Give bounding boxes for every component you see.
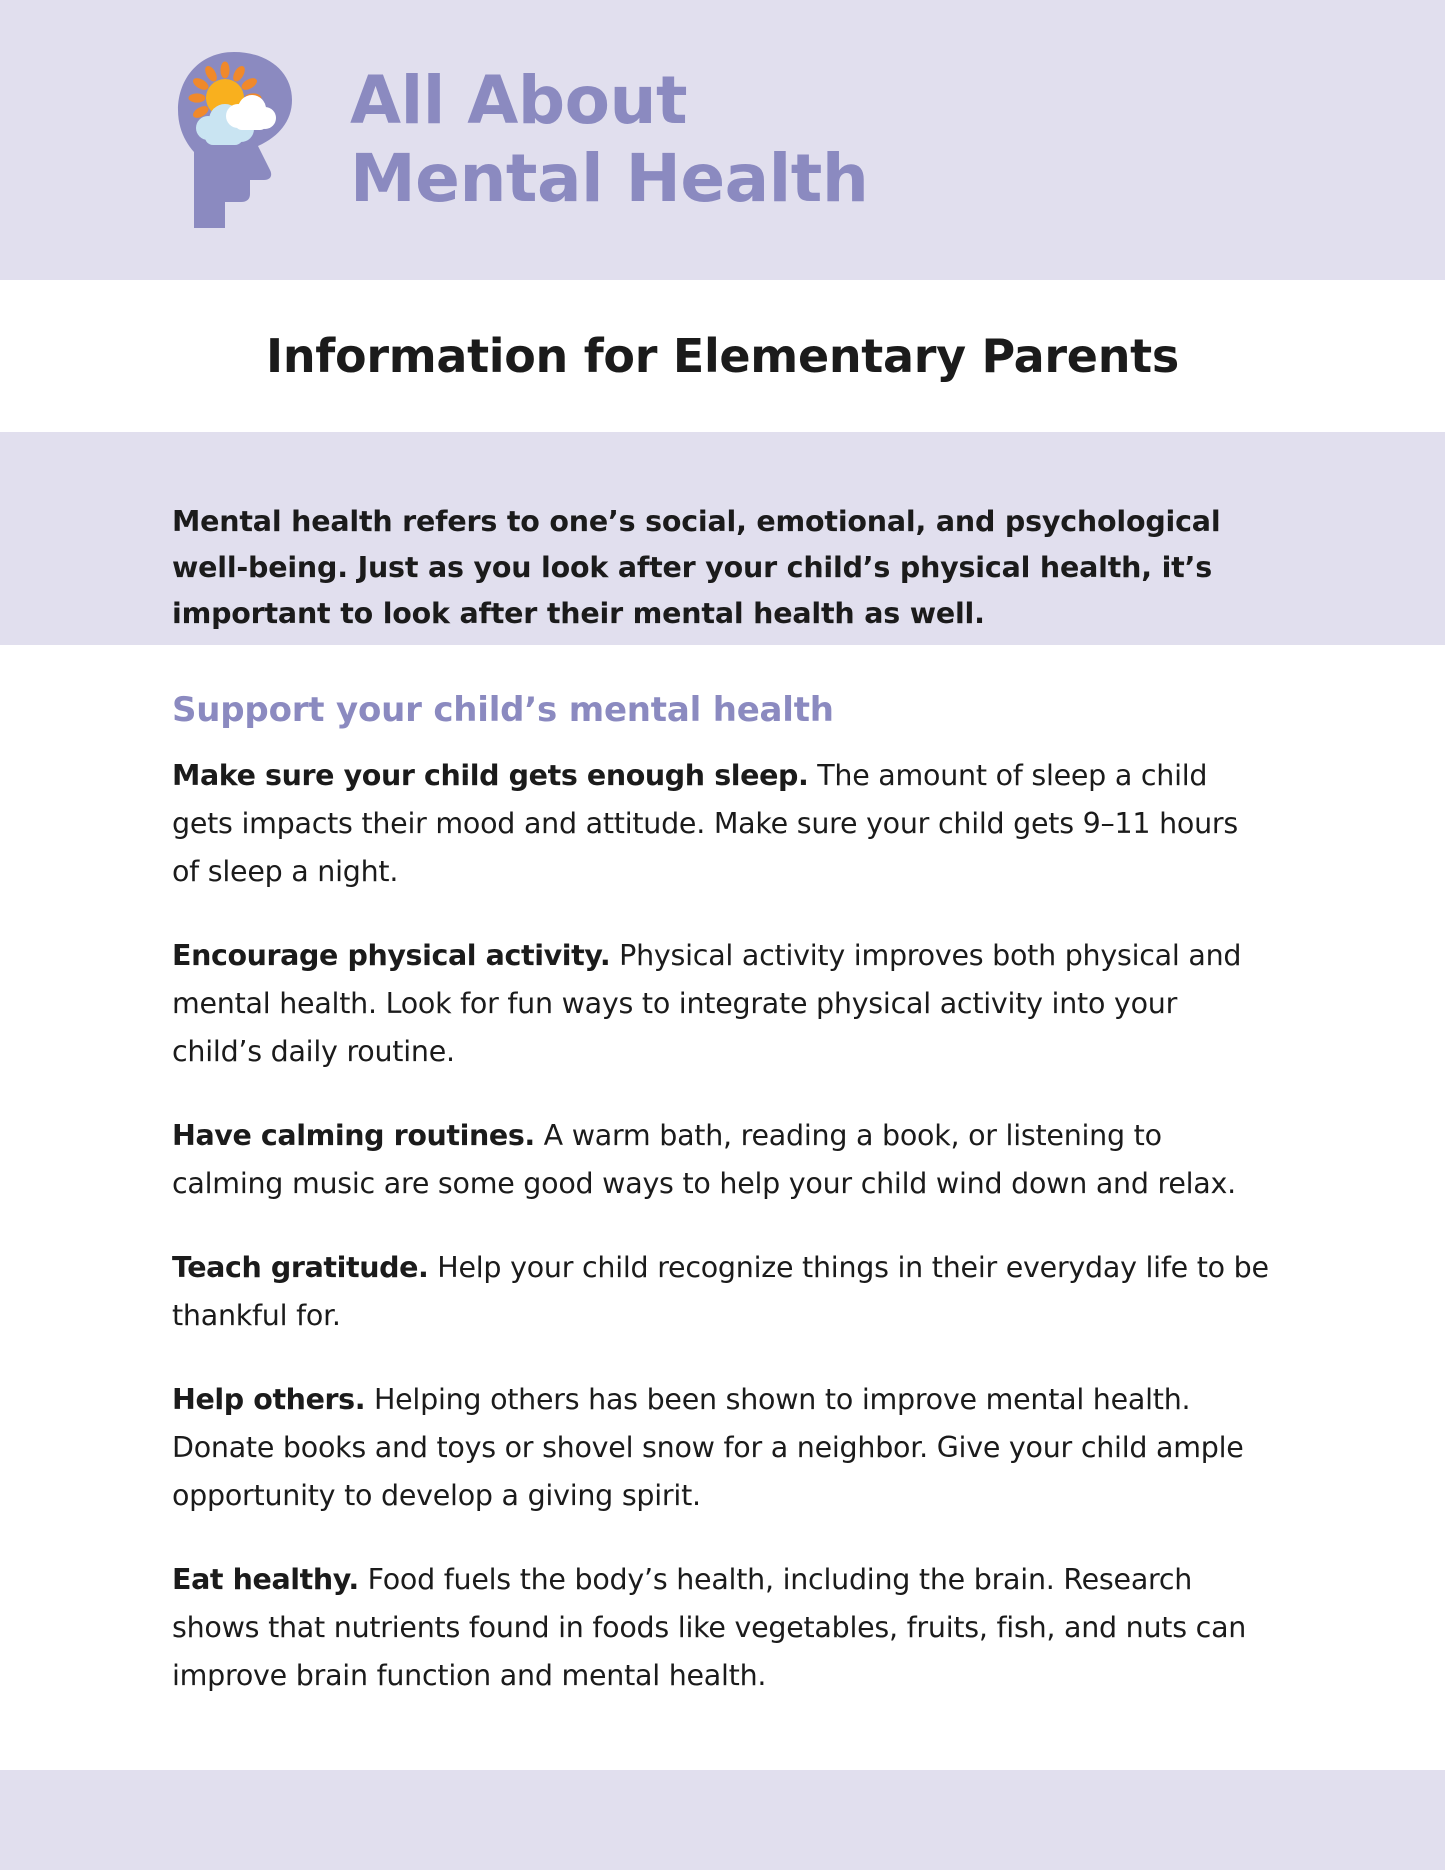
tip-item	[172, 932, 1272, 1076]
tip-body: The amount of sleep a child gets impacts their mood and attitude. Make sure your child gets 9–11 hours of sleep a night.	[172, 759, 1238, 888]
tip-lead: Help others.	[172, 1383, 366, 1416]
tip-item	[172, 1556, 1272, 1700]
tip-body: Food fuels the body’s health, including the brain. Research shows that nutrients found in foods like vegetables, fruits, fish, and nuts can improve brain function and mental health.	[172, 1563, 1247, 1692]
main-content	[172, 690, 1272, 1700]
brand-title-line-1: All About	[350, 62, 688, 140]
tip-item	[172, 752, 1272, 896]
tip-lead: Make sure your child gets enough sleep.	[172, 759, 809, 792]
tip-body: Helping others has been shown to improve mental health. Donate books and toys or shovel snow for a neighbor. Give your child ample opportunity to develop a giving spirit.	[172, 1383, 1244, 1512]
page-title: Information for Elementary Parents	[266, 329, 1179, 383]
tip-lead: Have calming routines.	[172, 1119, 535, 1152]
tip-lead: Teach gratitude.	[172, 1251, 429, 1284]
footer-band	[0, 1770, 1445, 1870]
brand-title-line-2: Mental Health	[350, 140, 869, 217]
tip-item	[172, 1376, 1272, 1520]
tip-body: Physical activity improves both physical and mental health. Look for fun ways to integrate physical activity into your child’s daily routine.	[172, 939, 1242, 1068]
intro-paragraph: Mental health refers to one’s social, emotional, and psychological well-being. Just as you look after your child’s physical health, it’s important to look after their mental health as well.	[172, 504, 1221, 630]
header-band	[0, 0, 1445, 280]
head-with-sun-and-clouds-icon	[172, 50, 302, 230]
brand-title	[350, 62, 868, 218]
tip-lead: Eat healthy.	[172, 1563, 359, 1596]
tip-item	[172, 1112, 1272, 1208]
subtitle-band	[0, 280, 1445, 432]
intro-band	[0, 432, 1445, 645]
section-heading-support: Support your child’s mental health	[172, 690, 834, 730]
tip-item	[172, 1244, 1272, 1340]
tip-lead: Encourage physical activity.	[172, 939, 611, 972]
tip-body: Help your child recognize things in their everyday life to be thankful for.	[172, 1251, 1269, 1332]
tip-body: A warm bath, reading a book, or listening to calming music are some good ways to help your child wind down and relax.	[172, 1119, 1236, 1200]
